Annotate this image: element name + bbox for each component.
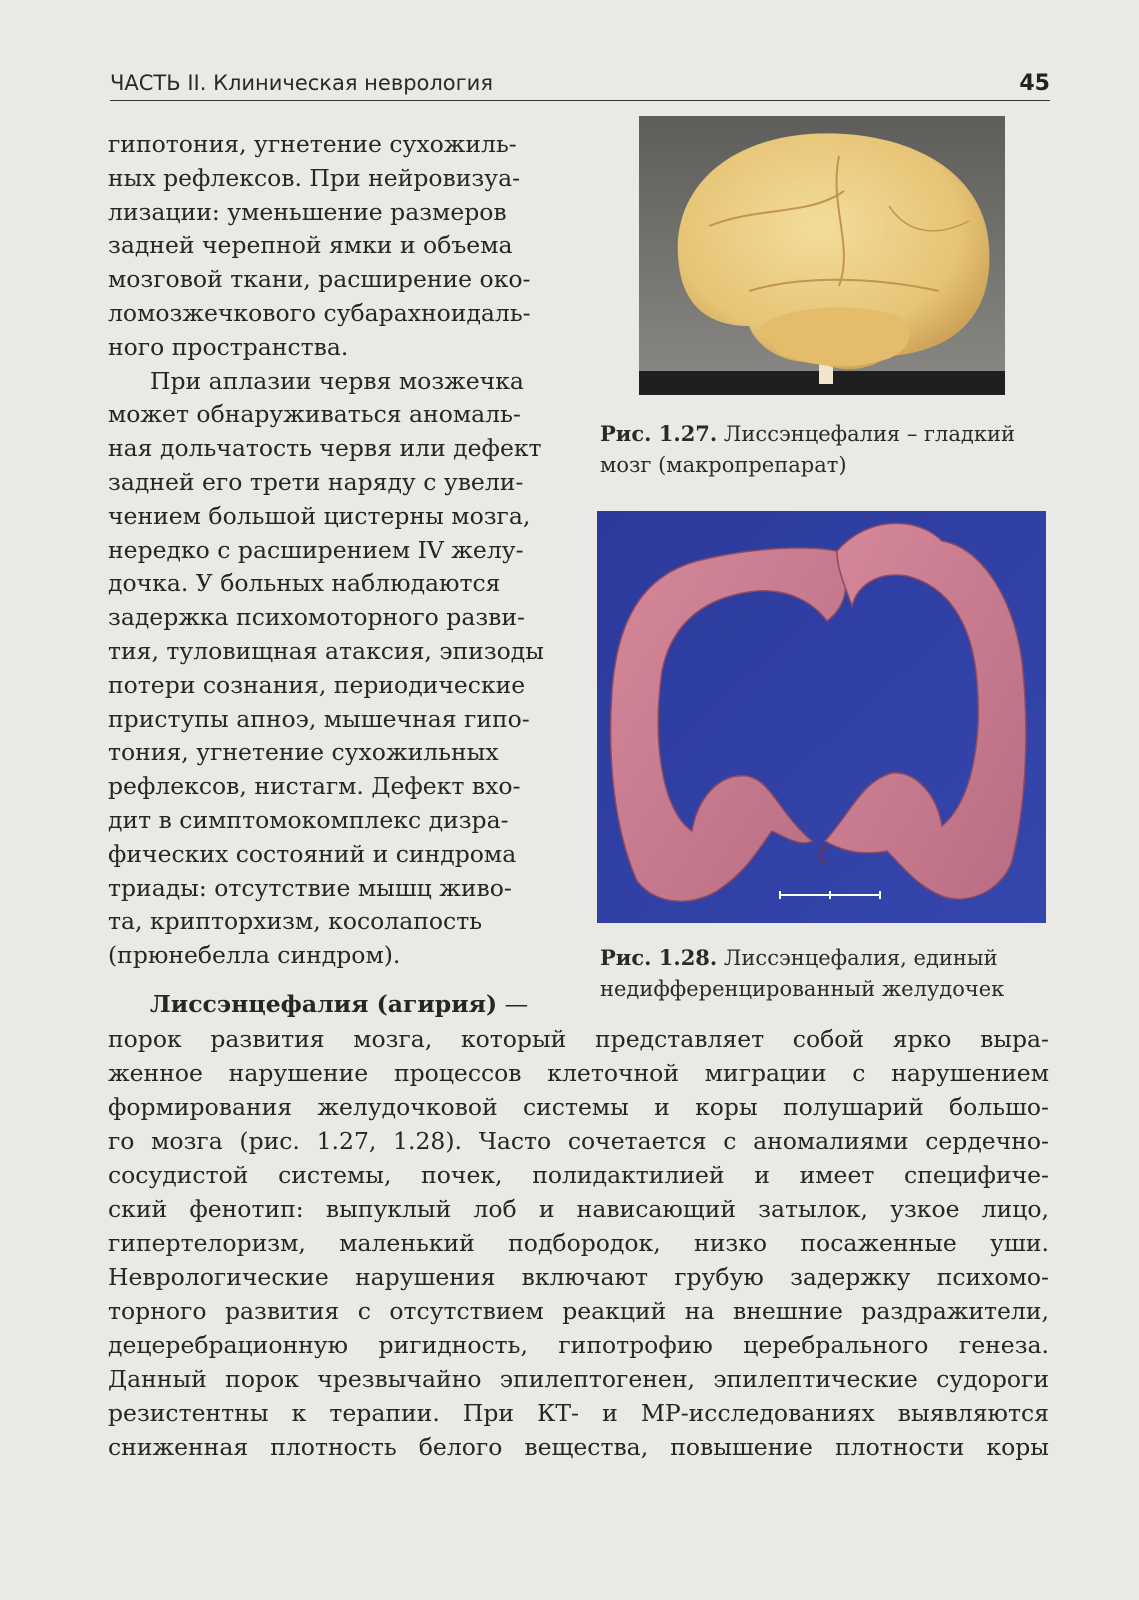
- figure-ventricle-section-photo: [597, 511, 1046, 923]
- paragraph-aplasia: [108, 365, 558, 973]
- text-line: гипертелоризм, маленький подбородок, низко посаженные уши.: [108, 1229, 1049, 1257]
- text-line: ного пространства.: [108, 332, 349, 361]
- text-line: ная дольчатость червя или дефект: [108, 434, 542, 463]
- text-line: задней черепной ямки и объема: [108, 231, 513, 260]
- text-line: резистентны к терапии. При КТ- и МР-исследованиях выявляются: [108, 1399, 1049, 1427]
- figure-label: Рис. 1.28.: [600, 945, 718, 970]
- section-term-line: [108, 988, 558, 1022]
- term-dash: —: [497, 990, 529, 1018]
- figure-caption-1-28: [600, 942, 1050, 1005]
- brain-specimen-illustration: [639, 116, 1005, 395]
- text-line: Данный порок чрезвычайно эпилептогенен, эпилептические судороги: [108, 1365, 1049, 1393]
- left-column-text: [108, 128, 558, 973]
- text-line: рефлексов, нистагм. Дефект вхо-: [108, 772, 521, 801]
- text-line: дочка. У больных наблюдаются: [108, 569, 501, 598]
- text-line: Неврологические нарушения включают грубую задержку психомо-: [108, 1263, 1049, 1291]
- paragraph-lissencephaly: [108, 1022, 1049, 1464]
- page-number: 45: [1019, 71, 1050, 96]
- ventricle-section-illustration: [597, 511, 1046, 923]
- text-line: тония, угнетение сухожильных: [108, 738, 499, 767]
- paragraph-continued: [108, 128, 558, 365]
- figure-label: Рис. 1.27.: [600, 421, 718, 446]
- text-line: триады: отсутствие мышц живо-: [108, 873, 512, 902]
- text-line: ных рефлексов. При нейровизуа-: [108, 163, 521, 192]
- running-header: [110, 66, 1050, 101]
- figure-caption-1-27: [600, 418, 1050, 481]
- figure-caption-text: Лиссэнцефалия, единый недифференцированный желудочек: [600, 946, 1005, 1001]
- text-line: дит в симптомокомплекс дизра-: [108, 805, 509, 834]
- text-line: гипотония, угнетение сухожиль-: [108, 130, 517, 158]
- text-line: женное нарушение процессов клеточной миграции с нарушением: [108, 1059, 1049, 1087]
- text-line: (прюнебелла синдром).: [108, 941, 401, 970]
- text-line: приступы апноэ, мышечная гипо-: [108, 704, 530, 733]
- text-line: сниженная плотность белого вещества, повышение плотности коры: [108, 1433, 1049, 1461]
- text-line: ский фенотип: выпуклый лоб и нависающий затылок, узкое лицо,: [108, 1195, 1049, 1223]
- text-line: При аплазии червя мозжечка: [150, 366, 524, 395]
- text-line: сосудистой системы, почек, полидактилией и имеет специфиче-: [108, 1161, 1049, 1189]
- text-line: ломозжечкового субарахноидаль-: [108, 298, 531, 327]
- text-line: го мозга (рис. 1.27, 1.28). Часто сочетается с аномалиями сердечно-: [108, 1127, 1049, 1155]
- text-line: чением большой цистерны мозга,: [108, 501, 531, 530]
- text-line: потери сознания, периодические: [108, 670, 526, 699]
- text-line: задней его трети наряду с увели-: [108, 467, 524, 496]
- text-line: лизации: уменьшение размеров: [108, 197, 507, 226]
- text-line: децеребрационную ригидность, гипотрофию церебрального генеза.: [108, 1331, 1049, 1359]
- text-line: может обнаруживаться аномаль-: [108, 400, 521, 429]
- text-line: порок развития мозга, который представляет собой ярко выра-: [108, 1025, 1049, 1053]
- figure-smooth-brain-photo: [639, 116, 1005, 395]
- text-line: та, крипторхизм, косолапость: [108, 907, 483, 936]
- section-term: Лиссэнцефалия (агирия): [150, 990, 498, 1018]
- full-width-paragraph: [108, 1022, 1049, 1464]
- text-line: формирования желудочковой системы и коры полушарий большо-: [108, 1093, 1049, 1121]
- text-line: торного развития с отсутствием реакций на внешние раздражители,: [108, 1297, 1049, 1325]
- text-line: мозговой ткани, расширение око-: [108, 265, 531, 294]
- header-title: ЧАСТЬ II. Клиническая неврология: [110, 71, 493, 95]
- figure-caption-text: Лиссэнцефалия – гладкий мозг (макропрепарат): [600, 422, 1015, 477]
- text-line: нередко с расширением IV желу-: [108, 535, 524, 564]
- text-line: тия, туловищная атаксия, эпизоды: [108, 636, 544, 665]
- text-line: задержка психомоторного разви-: [108, 603, 525, 632]
- text-line: фических состояний и синдрома: [108, 839, 517, 868]
